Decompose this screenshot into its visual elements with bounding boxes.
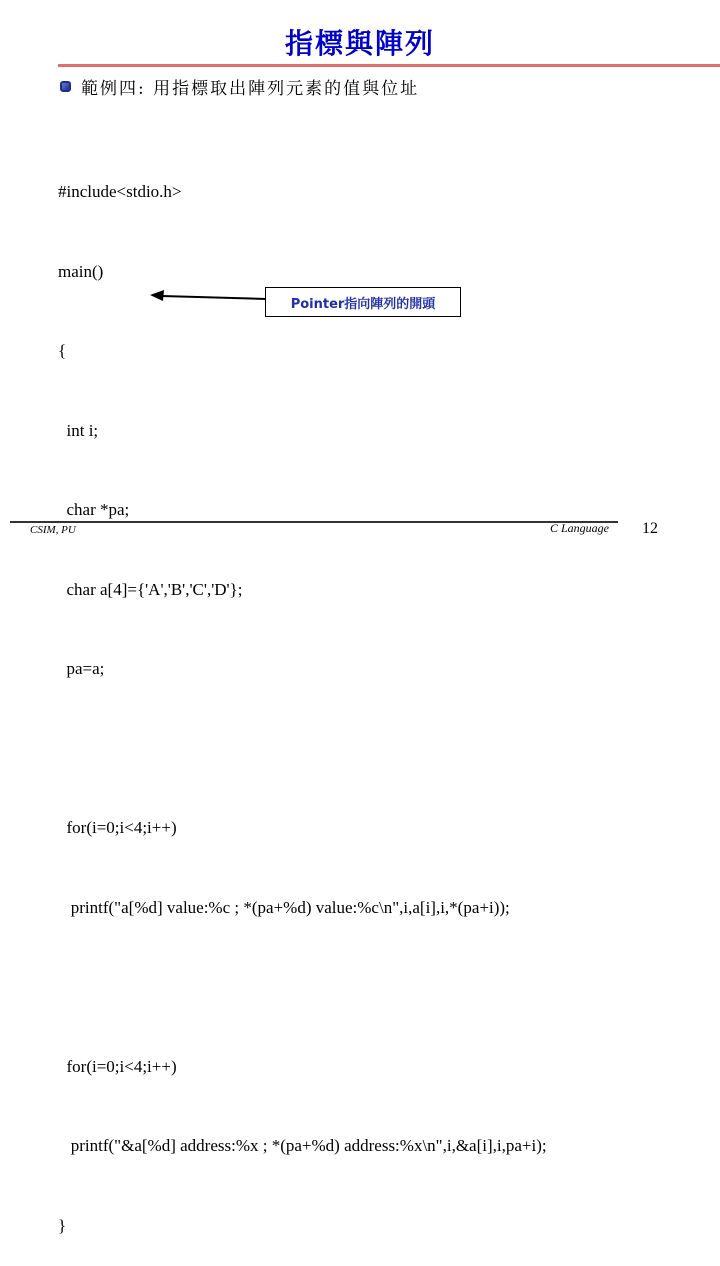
code-line: for(i=0;i<4;i++) (58, 818, 177, 837)
footer-institution: CSIM, PU (30, 524, 76, 536)
bullet-text: 範例四: 用指標取出陣列元素的值與位址 (81, 79, 420, 99)
code-line: char *pa; (58, 500, 130, 519)
code-line (58, 974, 547, 1001)
left-arrow-icon (150, 289, 266, 303)
title-underline (58, 64, 720, 67)
slide-title: 指標與陣列 (284, 27, 435, 60)
code-line: main() (58, 261, 104, 281)
pointer-callout: Pointer指向陣列的開頭 (265, 287, 461, 317)
square-bullet-icon (60, 81, 71, 92)
code-line: int i; (58, 420, 99, 440)
footer-course: C Language (550, 521, 610, 535)
code-line: char a[4]={'A','B','C','D'}; (58, 579, 243, 599)
page-number: 12 (642, 520, 658, 537)
code-line: } (58, 1215, 67, 1235)
code-line: { (58, 341, 67, 360)
code-line: for(i=0;i<4;i++) (58, 1056, 177, 1076)
code-line: printf("a[%d] value:%c ; *(pa+%d) value:%c\n",i,a[i],i,*(pa+i)); (58, 897, 510, 917)
footer-rule (10, 521, 618, 523)
code-line: #include<stdio.h> (58, 182, 182, 201)
bullet-item (60, 74, 419, 99)
code-line (58, 736, 547, 763)
code-line: printf("&a[%d] address:%x ; *(pa+%d) address:%x\n",i,&a[i],i,pa+i); (58, 1136, 547, 1155)
code-line: pa=a; (58, 659, 105, 678)
